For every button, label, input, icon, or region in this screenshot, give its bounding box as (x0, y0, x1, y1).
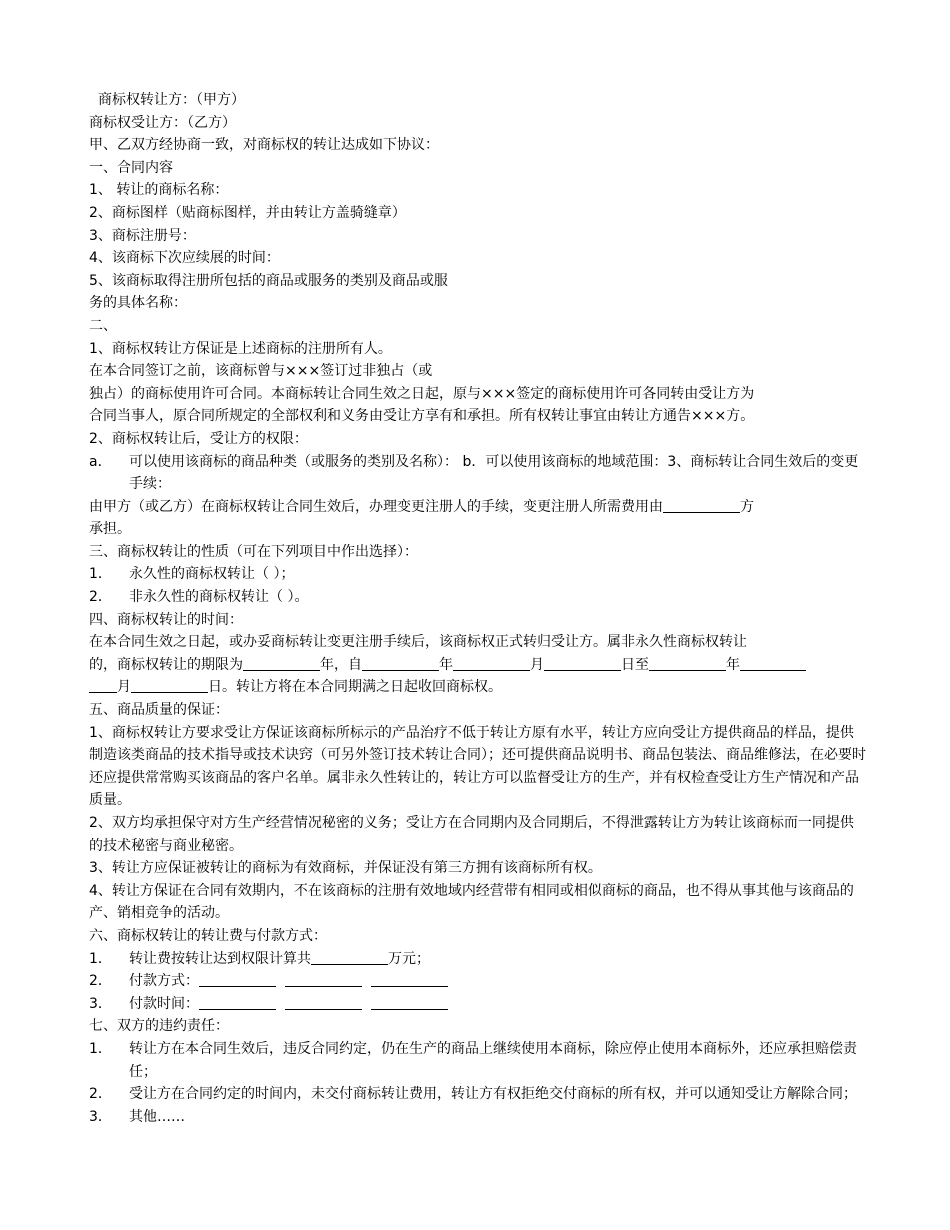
section-2-paragraph: 在本合同签订之前，该商标曾与×××签订过非独占（或 (89, 363, 433, 380)
list-item (89, 1106, 867, 1129)
section-1-item: 1、 转让的商标名称： (89, 182, 229, 199)
list-item (89, 970, 867, 993)
fill-blank (740, 656, 806, 671)
section-2-paragraph: 承担。 (89, 521, 131, 538)
section-1-item: 4、该商标下次应续展的时间： (89, 250, 280, 267)
section-1-item: 5、该商标取得注册所包括的商品或服务的类别及商品或服 (89, 272, 448, 289)
list-item-number: 2． (89, 589, 112, 606)
fill-blank (243, 656, 320, 671)
section-1-item: 2、商标图样（贴商标图样，并由转让方盖骑缝章） (89, 204, 406, 221)
fill-blank (663, 498, 740, 513)
list-item-text (129, 970, 867, 993)
text-segment: 年 (726, 656, 740, 673)
contract-document (89, 89, 867, 1128)
list-item (89, 586, 867, 609)
list-item (89, 451, 867, 496)
list-item (89, 1038, 867, 1083)
section-4-paragraph: 在本合同生效之日起，或办妥商标转让变更注册手续后，该商标权正式转归受让方。属非永久性商标权转让 (89, 634, 747, 651)
list-item-text (129, 993, 867, 1016)
text-segment: 付款方式： (129, 973, 199, 990)
text-segment: 日至 (621, 656, 649, 673)
section-5-paragraph: 2、双方均承担保守对方生产经营情况秘密的义务；受让方在合同期内及合同期后，不得泄露转让方为转让该商标而一同提供的技术秘密与商业秘密。 (89, 815, 854, 854)
section-2-paragraph: 1、商标权转让方保证是上述商标的注册所有人。 (89, 340, 392, 357)
list-item-text: 转让方在本合同生效后，违反合同约定，仍在生产的商品上继续使用本商标，除应停止使用本商标外，还应承担赔偿责任； (129, 1040, 857, 1080)
section-2-paragraph: 独占）的商标使用许可合同。本商标转让合同生效之日起，原与×××签定的商标使用许可各同转由受让方为 (89, 385, 755, 402)
text-segment: 方 (740, 498, 754, 515)
list-item-number: 1． (89, 566, 112, 583)
section-2-title: 二、 (89, 317, 117, 334)
fill-blank (199, 972, 276, 987)
list-item (89, 563, 867, 586)
list-item-number: a． (89, 453, 112, 470)
intro-line: 甲、乙双方经协商一致，对商标权的转让达成如下协议： (89, 137, 439, 154)
section-5-paragraph: 4、转让方保证在合同有效期内，不在该商标的注册有效地域内经营带有相同或相似商标的商品，也不得从事其他与该商品的产、销相竞争的活动。 (89, 882, 854, 922)
section-4-paragraph (89, 676, 867, 699)
text-segment: 月 (117, 679, 131, 696)
section-2-paragraph: 2、商标权转让后，受让方的权限： (89, 430, 308, 447)
transferee-line: 商标权受让方：（乙方） (89, 114, 236, 131)
section-1-item: 3、商标注册号： (89, 227, 196, 244)
fill-blank (362, 656, 439, 671)
fill-blank (544, 656, 621, 671)
fill-blank (131, 678, 208, 693)
list-item-number: 2． (89, 1086, 112, 1103)
section-2-paragraph: 合同当事人，原合同所规定的全部权利和义务由受让方享有和承担。所有权转让事宜由转让方通告×××方。 (89, 408, 755, 425)
fill-blank (89, 678, 117, 693)
section-2-paragraph (89, 496, 867, 519)
text-segment: 万元； (388, 950, 430, 967)
section-6-title: 六、商标权转让的转让费与付款方式： (89, 927, 327, 944)
fill-blank (649, 656, 726, 671)
list-item-number: 1． (89, 1040, 112, 1057)
fill-blank (371, 972, 448, 987)
fill-blank (311, 950, 388, 965)
fill-blank (285, 972, 362, 987)
fill-blank (199, 995, 276, 1010)
list-item-text: 其他…… (129, 1108, 185, 1125)
list-item-number: 2． (89, 973, 112, 990)
list-item-text: 永久性的商标权转让（ ）； (129, 566, 295, 583)
text-segment: 转让费按转让达到权限计算共 (129, 950, 311, 967)
list-item (89, 948, 867, 971)
list-item (89, 993, 867, 1016)
list-item-text: 受让方在合同约定的时间内，未交付商标转让费用，转让方有权拒绝交付商标的所有权，并可以通知受让方解除合同； (129, 1086, 857, 1103)
text-segment: 年 (439, 656, 453, 673)
section-5-title: 五、商品质量的保证： (89, 702, 229, 719)
section-1-item-continuation: 务的具体名称： (89, 295, 187, 312)
text-segment: 月 (530, 656, 544, 673)
list-item-text: 可以使用该商标的商品种类（或服务的类别及名称）： b．可以使用该商标的地域范围：3、商标转让合同生效后的变更手续： (129, 453, 859, 493)
section-7-title: 七、双方的违约责任： (89, 1018, 229, 1035)
section-4-title: 四、商标权转让的时间： (89, 611, 243, 628)
list-item-text: 非永久性的商标权转让（ ）。 (129, 589, 309, 606)
section-4-paragraph (89, 654, 867, 677)
text-segment: 由甲方（或乙方）在商标权转让合同生效后，办理变更注册人的手续，变更注册人所需费用由 (89, 498, 663, 515)
section-3-title: 三、商标权转让的性质（可在下列项目中作出选择）： (89, 543, 418, 560)
section-5-paragraph: 3、转让方应保证被转让的商标为有效商标，并保证没有第三方拥有该商标所有权。 (89, 860, 602, 877)
fill-blank (453, 656, 530, 671)
text-segment: 付款时间： (129, 995, 199, 1012)
fill-blank (285, 995, 362, 1010)
section-1-title: 一、合同内容 (89, 159, 173, 176)
list-item-number: 3． (89, 1108, 112, 1125)
transferor-line: 商标权转让方：（甲方） (98, 92, 245, 108)
fill-blank (371, 995, 448, 1010)
list-item-text (129, 948, 867, 971)
list-item (89, 1083, 867, 1106)
list-item-number: 1． (89, 950, 112, 967)
text-segment: 年，自 (320, 656, 362, 673)
text-segment: 日。转让方将在本合同期满之日起收回商标权。 (208, 679, 502, 696)
section-5-paragraph: 1、商标权转让方要求受让方保证该商标所标示的产品治疗不低于转让方原有水平，转让方应向受让方提供商品的样品，提供制造该类商品的技术指导或技术诀窍（可另外签订技术转让合同）；还可提供商品说明书、商品包装法、商品维修法，在必要时还应提供常常购买该商品的客户名单。属非永久性转让的，转让方可以监督受让方的生产，并有权检查受让方生产情况和产品质量。 (89, 724, 866, 809)
text-segment: 的，商标权转让的期限为 (89, 656, 243, 673)
list-item-number: 3． (89, 995, 112, 1012)
